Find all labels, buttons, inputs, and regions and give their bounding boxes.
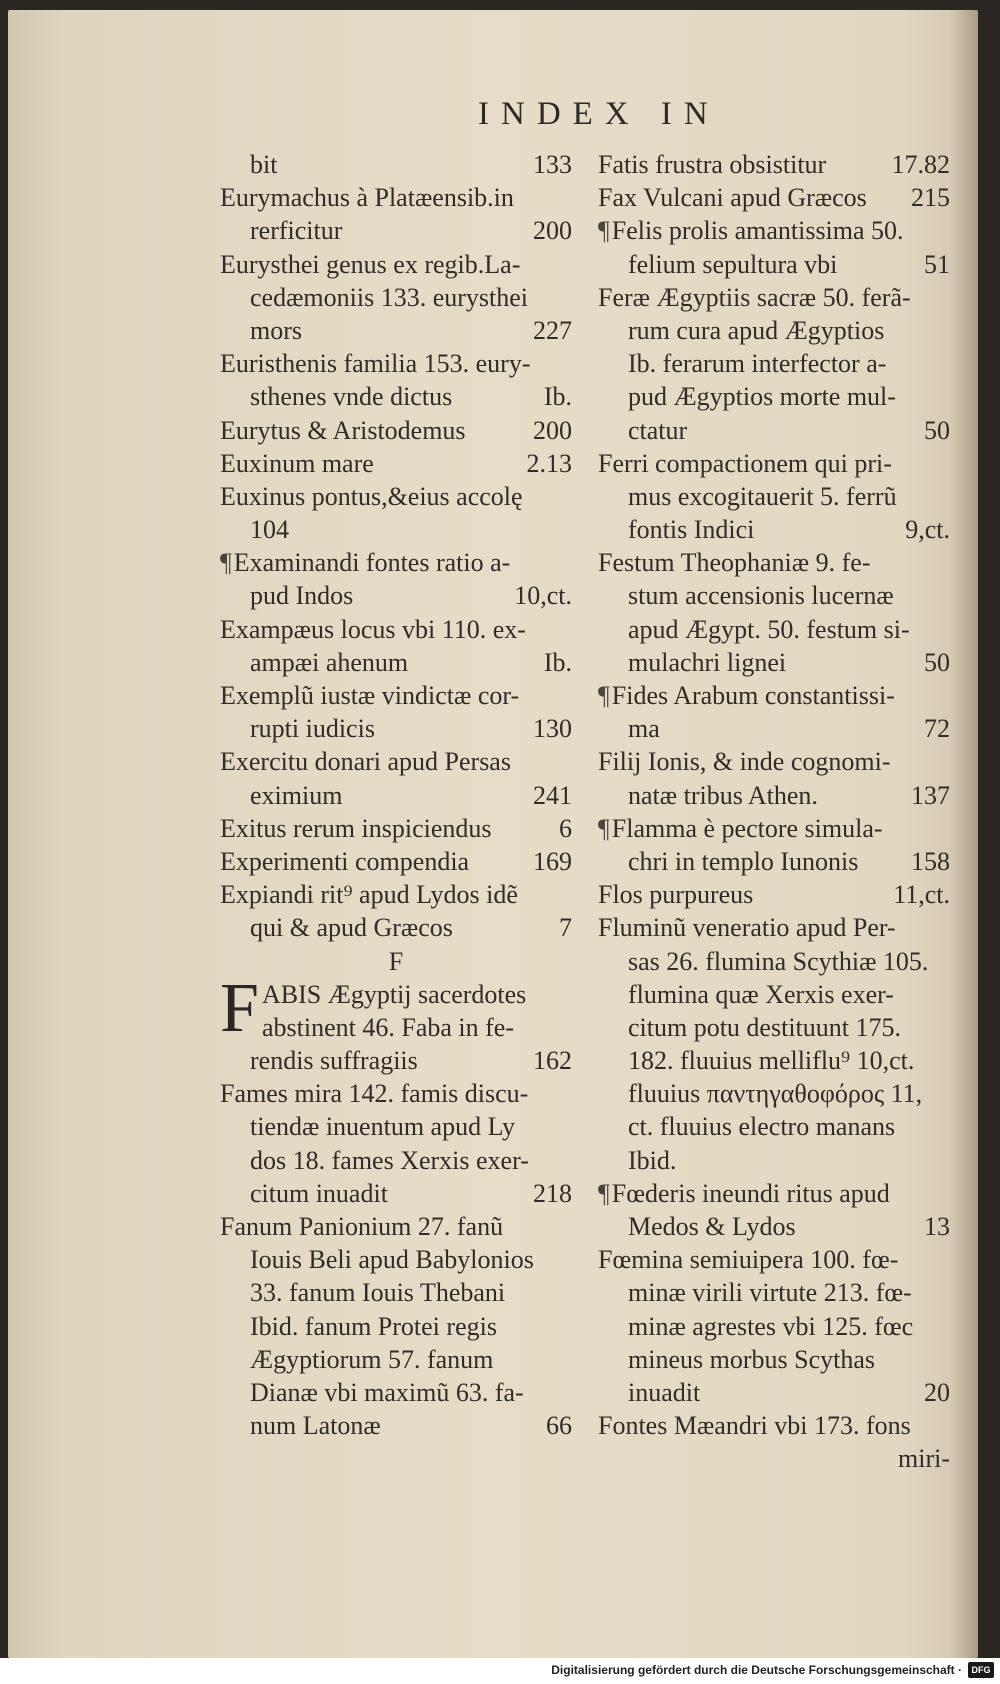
book-page	[8, 10, 978, 1658]
index-entry-text: mineus morbus Scythas	[628, 1344, 875, 1374]
index-entry-text: Medos & Lydos	[628, 1212, 796, 1241]
index-entry-text: Flos purpureus	[598, 880, 754, 910]
index-column-right	[598, 148, 950, 1476]
page-reference: 10,ct.	[514, 581, 572, 611]
index-line	[220, 845, 572, 878]
index-line	[598, 1243, 950, 1276]
index-line	[598, 1110, 950, 1143]
index-entry-text: Feræ Ægyptiis sacræ 50. ferã-	[598, 282, 911, 312]
index-line	[598, 1276, 950, 1309]
index-line	[598, 1210, 950, 1243]
index-line	[220, 779, 572, 812]
page-reference: 50	[924, 415, 950, 445]
index-line	[598, 1177, 950, 1210]
page-reference: Ib.	[543, 647, 572, 677]
index-entry-text: flumina quæ Xerxis exer-	[628, 979, 894, 1009]
index-entry-text: fluuius παντηγαθοφόρος 11,	[628, 1079, 923, 1109]
index-line	[598, 745, 950, 778]
index-line	[598, 978, 950, 1011]
pilcrow-icon: ¶	[220, 548, 232, 578]
page-reference: 51	[924, 249, 950, 279]
index-line	[220, 1276, 572, 1309]
index-entry-text: Expiandi rit⁹ apud Lydos idẽ	[220, 880, 518, 910]
index-entry-text: Euristhenis familia 153. eury-	[220, 349, 531, 379]
page-reference: 72	[924, 714, 950, 744]
index-entry-text: chri in templo Iunonis	[628, 846, 859, 876]
index-line	[220, 1210, 572, 1243]
page-reference: 162	[533, 1046, 572, 1076]
index-line	[220, 1243, 572, 1276]
index-line	[220, 214, 572, 247]
page-reference: 133	[533, 150, 572, 179]
page-reference: 20	[924, 1377, 950, 1407]
index-entry-text: tiendæ inuentum apud Ly	[250, 1112, 516, 1142]
index-entry-text: Festum Theophaniæ 9. fe-	[598, 548, 871, 578]
index-entry-text: ABIS Ægyptij sacerdotes	[262, 979, 527, 1009]
index-line	[220, 1177, 572, 1210]
pilcrow-icon: ¶	[598, 813, 610, 843]
index-entry-text: Fatis frustra obsistitur	[598, 150, 827, 179]
index-entry-text: Iouis Beli apud Babylonios	[250, 1245, 534, 1275]
index-entry-text: Fœderis ineundi ritus apud	[611, 1178, 890, 1208]
index-line	[220, 1077, 572, 1110]
index-line	[220, 945, 572, 978]
index-entry-text: Ibid. fanum Protei regis	[250, 1311, 497, 1341]
pilcrow-icon: ¶	[598, 216, 610, 246]
index-line	[598, 845, 950, 878]
index-entry-text: mulachri lignei	[628, 647, 787, 677]
index-entry-text: citum potu destituunt 175.	[628, 1012, 901, 1042]
index-entry-text: eximium	[250, 780, 343, 810]
page-reference: 218	[533, 1178, 572, 1208]
page-reference: 215	[911, 183, 950, 213]
index-entry-text: miri-	[898, 1444, 950, 1474]
index-entry-text: rendis suffragiis	[250, 1046, 418, 1076]
index-line	[598, 945, 950, 978]
index-entry-text: minæ agrestes vbi 125. fœc	[628, 1311, 914, 1341]
index-line	[598, 513, 950, 546]
index-entry-text: ma	[628, 714, 660, 744]
index-entry-text: F	[388, 946, 404, 976]
index-entry-text: Examinandi fontes ratio a-	[233, 548, 511, 578]
index-line	[598, 181, 950, 214]
index-line	[598, 1376, 950, 1409]
index-line	[598, 1343, 950, 1376]
index-entry-text: 104	[250, 515, 289, 545]
index-line	[220, 1310, 572, 1343]
index-entry-text: felium sepultura vbi	[628, 249, 838, 279]
page-reference: 7	[559, 913, 572, 943]
index-line	[220, 712, 572, 745]
index-entry-text: Eurysthei genus ex regib.La-	[220, 249, 521, 279]
index-entry-text: Exitus rerum inspiciendus	[220, 813, 492, 843]
index-line	[220, 480, 572, 513]
index-entry-text: Fides Arabum constantissi-	[611, 681, 895, 710]
index-line	[220, 613, 572, 646]
index-entry-text: Fluminũ veneratio apud Per-	[598, 913, 896, 943]
index-entry-text: inuadit	[628, 1377, 701, 1407]
index-line	[598, 1011, 950, 1044]
index-entry-text: dos 18. fames Xerxis exer-	[250, 1145, 529, 1175]
index-line	[220, 546, 572, 579]
index-entry-text: Ib. ferarum interfector a-	[628, 349, 887, 379]
index-entry-text: Fanum Panionium 27. fanũ	[220, 1212, 504, 1241]
index-line	[598, 812, 950, 845]
index-entry-text: apud Ægypt. 50. festum si-	[628, 614, 910, 644]
index-line	[598, 1310, 950, 1343]
index-line	[598, 679, 950, 712]
index-line	[598, 1077, 950, 1110]
index-entry-text: Fontes Mæandri vbi 173. fons	[598, 1411, 911, 1441]
index-entry-text: Dianæ vbi maximũ 63. fa-	[250, 1377, 524, 1407]
index-line	[598, 1409, 950, 1442]
index-line	[598, 779, 950, 812]
index-line	[598, 214, 950, 247]
index-entry-text: Filij Ionis, & inde cognomi-	[598, 747, 891, 777]
page-reference: 137	[911, 780, 950, 810]
index-line	[220, 1011, 572, 1044]
index-entry-text: natæ tribus Athen.	[628, 780, 818, 810]
index-entry-text: Felis prolis amantissima 50.	[611, 216, 904, 246]
page-reference: 200	[533, 415, 572, 445]
index-line	[220, 281, 572, 314]
index-entry-text: rupti iudicis	[250, 714, 375, 744]
index-line	[220, 447, 572, 480]
index-entry-text: 33. fanum Iouis Thebani	[250, 1278, 506, 1308]
index-entry-text: num Latonæ	[250, 1411, 381, 1441]
index-line	[598, 613, 950, 646]
index-line	[220, 745, 572, 778]
page-reference: 11,ct.	[893, 880, 950, 910]
index-line	[598, 911, 950, 944]
index-line	[220, 579, 572, 612]
dfg-logo: DFG	[968, 1662, 994, 1678]
index-entry-text: rerficitur	[250, 216, 343, 246]
index-entry-text: mors	[250, 315, 302, 345]
index-entry-text: Euxinum mare	[220, 448, 374, 478]
index-entry-text: Eurytus & Aristodemus	[220, 415, 466, 445]
index-entry-text: Eurymachus à Platæensib.in	[220, 183, 514, 213]
index-entry-text: citum inuadit	[250, 1178, 388, 1208]
page-reference: 9,ct.	[905, 515, 950, 545]
index-entry-text: Ibid.	[628, 1145, 677, 1175]
index-line	[220, 248, 572, 281]
index-line	[220, 181, 572, 214]
running-head: INDEX IN	[478, 96, 720, 132]
index-column-left	[220, 148, 572, 1442]
page-reference: 241	[533, 780, 572, 810]
index-line	[598, 347, 950, 380]
index-line	[220, 679, 572, 712]
index-line	[220, 380, 572, 413]
page-reference: 17.82	[891, 150, 950, 179]
page-reference: 50	[924, 647, 950, 677]
index-line	[598, 878, 950, 911]
page-reference: 169	[533, 846, 572, 876]
page-reference: 158	[911, 846, 950, 876]
index-entry-text: rum cura apud Ægyptios	[628, 315, 885, 345]
index-line	[598, 148, 950, 181]
index-entry-text: ctatur	[628, 415, 688, 445]
index-line	[220, 314, 572, 347]
index-entry-text: Fames mira 142. famis discu-	[220, 1079, 529, 1109]
footer-credit: Digitalisierung gefördert durch die Deutsche Forschungsgemeinschaft ·	[551, 1663, 962, 1677]
digitization-footer	[0, 1658, 1000, 1684]
index-entry-text: Flamma è pectore simula-	[611, 813, 883, 843]
page-reference: Ib.	[543, 382, 572, 412]
index-entry-text: mus excogitauerit 5. ferrũ	[628, 481, 897, 511]
index-line	[220, 911, 572, 944]
index-line	[220, 878, 572, 911]
page-reference: 6	[559, 813, 572, 843]
index-line	[220, 347, 572, 380]
pilcrow-icon: ¶	[598, 681, 610, 710]
index-entry-text: pud Indos	[250, 581, 354, 611]
page-reference: 130	[533, 714, 572, 744]
index-line	[598, 414, 950, 447]
index-entry-text: bit	[250, 150, 278, 179]
index-line	[598, 380, 950, 413]
index-line	[220, 1044, 572, 1077]
index-entry-text: Exercitu donari apud Persas	[220, 747, 511, 777]
index-entry-text: sthenes vnde dictus	[250, 382, 453, 412]
index-entry-text: Euxinus pontus,&eius accolę	[220, 481, 523, 511]
index-line	[598, 546, 950, 579]
index-entry-text: minæ virili virtute 213. fœ-	[628, 1278, 912, 1308]
index-line	[598, 281, 950, 314]
index-line	[598, 1442, 950, 1475]
index-line	[598, 1044, 950, 1077]
index-line	[220, 513, 572, 546]
index-entry-text: Fœmina semiuipera 100. fœ-	[598, 1245, 899, 1275]
index-line	[220, 812, 572, 845]
index-entry-text: fontis Indici	[628, 515, 755, 545]
index-entry-text: pud Ægyptios morte mul-	[628, 382, 896, 412]
index-line	[598, 480, 950, 513]
index-line	[598, 248, 950, 281]
index-entry-text: Fax Vulcani apud Græcos	[598, 183, 867, 213]
index-entry-text: Ægyptiorum 57. fanum	[250, 1344, 494, 1374]
index-line	[598, 646, 950, 679]
index-line	[220, 1110, 572, 1143]
index-entry-text: abstinent 46. Faba in fe-	[262, 1012, 514, 1042]
index-entry-text: Experimenti compendia	[220, 846, 470, 876]
index-line	[220, 646, 572, 679]
index-line	[220, 414, 572, 447]
index-entry-text: qui & apud Græcos	[250, 913, 453, 943]
index-entry-text: Exampæus locus vbi 110. ex-	[220, 614, 526, 644]
index-entry-text: Ferri compactionem qui pri-	[598, 448, 892, 478]
index-line	[220, 1376, 572, 1409]
index-line	[598, 314, 950, 347]
drop-cap: F	[220, 969, 259, 1047]
index-entry-text: sas 26. flumina Scythiæ 105.	[628, 946, 929, 976]
index-entry-text: ct. fluuius electro manans	[628, 1112, 896, 1142]
index-line	[598, 1144, 950, 1177]
page-reference: 227	[533, 315, 572, 345]
pilcrow-icon: ¶	[598, 1178, 610, 1208]
page-reference: 66	[546, 1411, 572, 1441]
index-line	[598, 712, 950, 745]
index-line	[598, 579, 950, 612]
index-line	[220, 148, 572, 181]
index-entry-text: 182. fluuius melliflu⁹ 10,ct.	[628, 1046, 915, 1076]
page-reference: 13	[924, 1212, 950, 1241]
index-entry-text: Exemplũ iustæ vindictæ cor-	[220, 681, 520, 710]
page-reference: 2.13	[526, 448, 572, 478]
index-line	[220, 1343, 572, 1376]
index-line	[598, 447, 950, 480]
page-reference: 200	[533, 216, 572, 246]
index-entry-text: ampæi ahenum	[250, 647, 409, 677]
index-line	[220, 1144, 572, 1177]
index-entry-text: cedæmoniis 133. eurysthei	[250, 282, 529, 312]
index-entry-text: stum accensionis lucernæ	[628, 581, 894, 611]
index-line	[220, 1409, 572, 1442]
page-gutter-shadow	[950, 10, 978, 1658]
